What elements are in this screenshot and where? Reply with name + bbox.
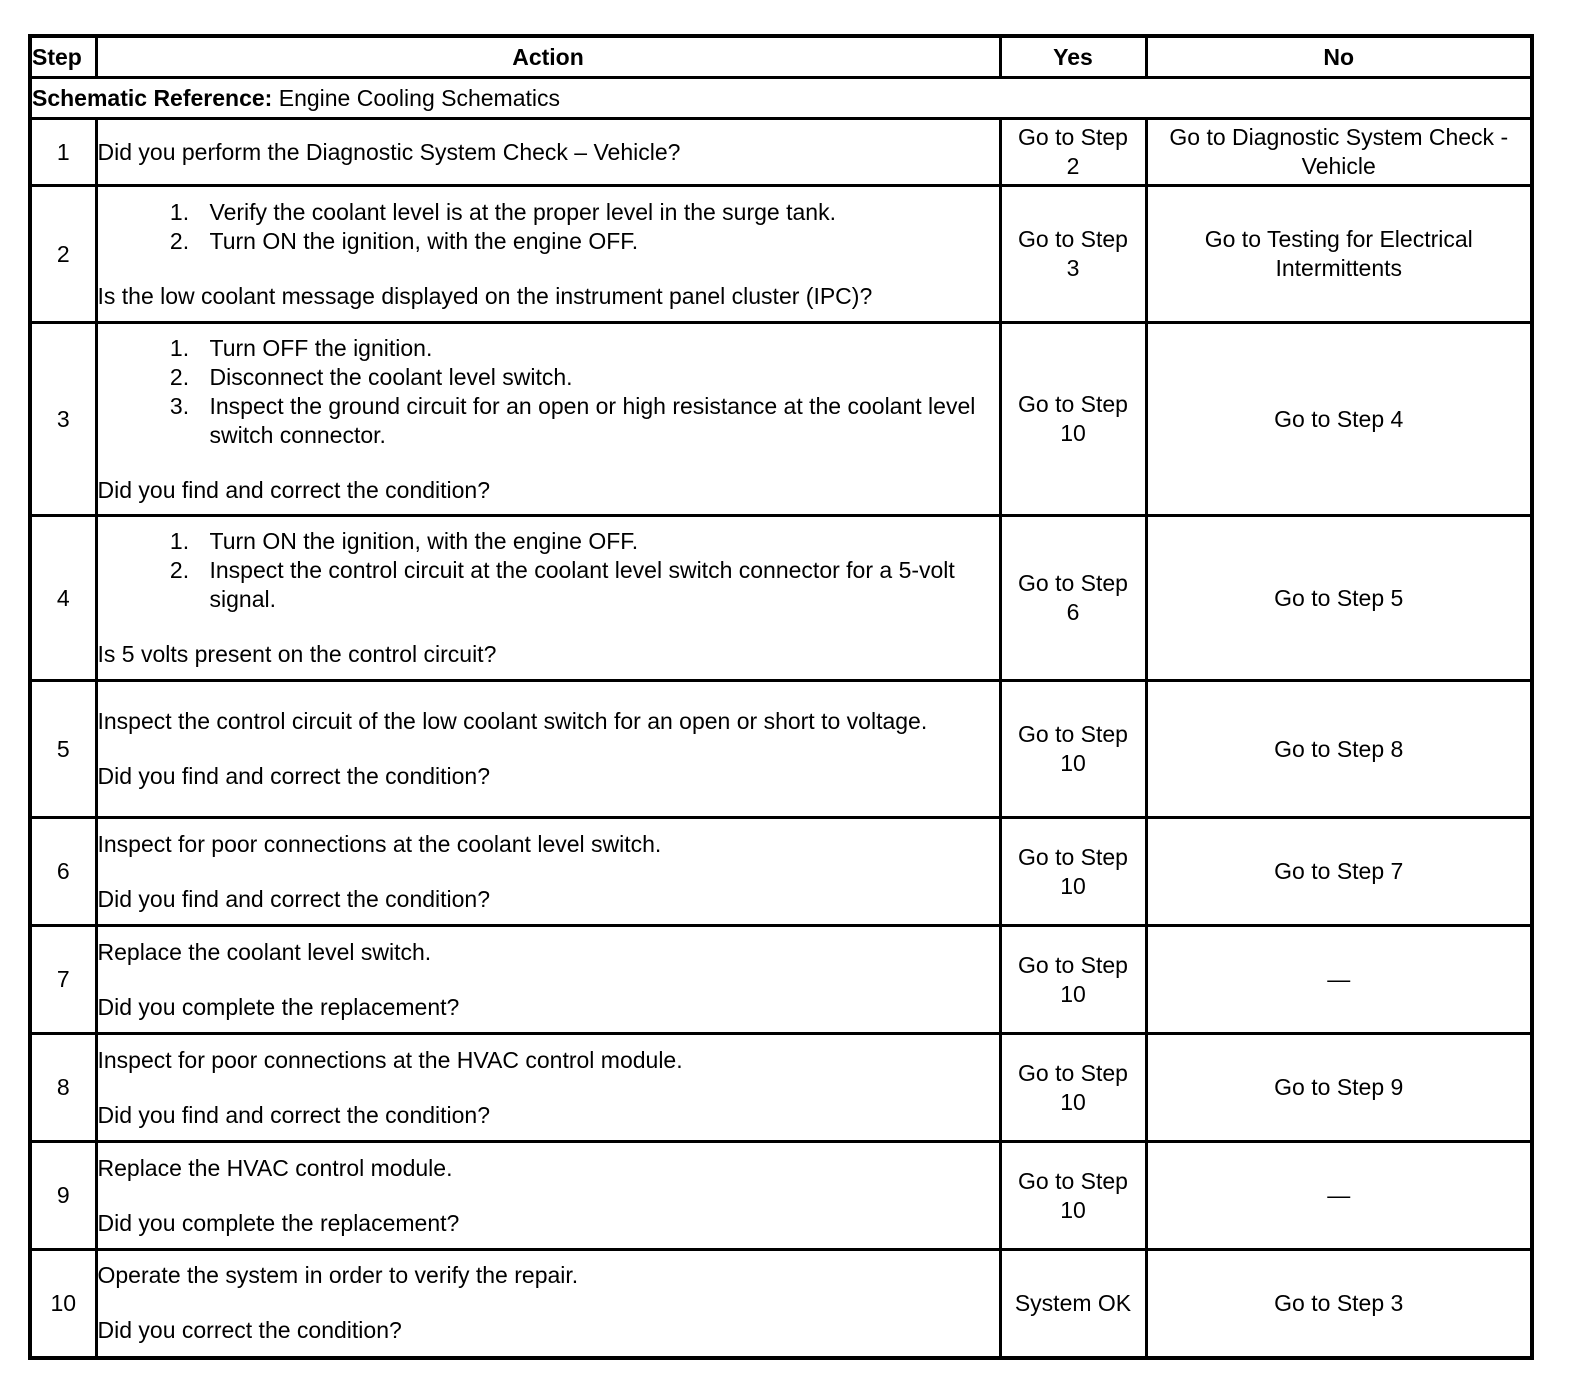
action-list-item: 2. Turn ON the ignition, with the engine OFF. <box>196 227 999 256</box>
question-text: Is the low coolant message displayed on the instrument panel cluster (IPC)? <box>97 282 873 309</box>
action-list <box>98 334 999 450</box>
action-cell <box>96 186 1000 323</box>
step-number: 10 <box>30 1250 96 1358</box>
header-yes: Yes <box>1000 36 1146 78</box>
table-row <box>30 119 1532 186</box>
no-cell: Go to Step 5 <box>1146 516 1532 681</box>
no-cell: Go to Step 7 <box>1146 818 1532 926</box>
table-row <box>30 186 1532 323</box>
yes-line-2: 10 <box>1060 872 1086 899</box>
schematic-label: Schematic Reference: <box>32 84 273 111</box>
yes-line-1: Go to Step <box>1018 843 1128 870</box>
yes-line-2: 10 <box>1060 980 1086 1007</box>
yes-line-1: Go to Step <box>1018 124 1128 150</box>
no-cell: Go to Step 3 <box>1146 1250 1532 1358</box>
yes-line-1: Go to Step <box>1018 951 1128 978</box>
yes-line-1: Go to Step <box>1018 721 1128 747</box>
yes-line-2: 10 <box>1060 750 1086 776</box>
action-list <box>98 527 999 614</box>
no-cell: Go to Step 4 <box>1146 323 1532 516</box>
action-cell <box>96 681 1000 818</box>
action-list-item: 1. Verify the coolant level is at the proper level in the surge tank. <box>196 198 999 227</box>
yes-line-1: System OK <box>1014 1289 1132 1316</box>
step-number: 9 <box>30 1142 96 1250</box>
step-number: 5 <box>30 681 96 818</box>
diagnostic-table <box>28 34 1534 1360</box>
yes-cell <box>1000 186 1146 323</box>
question-text: Did you correct the condition? <box>97 1317 402 1344</box>
schematic-value: Engine Cooling Schematics <box>278 84 561 111</box>
yes-cell <box>1000 926 1146 1034</box>
step-number: 7 <box>30 926 96 1034</box>
step-number: 6 <box>30 818 96 926</box>
yes-line-1: Go to Step <box>1018 1167 1128 1194</box>
action-text: Inspect the control circuit of the low coolant switch for an open or short to voltage. <box>97 708 928 734</box>
yes-line-2: 2 <box>1066 153 1080 179</box>
action-list <box>98 198 999 256</box>
action-text: Operate the system in order to verify the repair. <box>97 1262 579 1289</box>
yes-line-2: 10 <box>1060 420 1086 446</box>
yes-line-1: Go to Step <box>1018 391 1128 417</box>
table-row <box>30 818 1532 926</box>
question-text: Did you perform the Diagnostic System Check – Vehicle? <box>97 138 681 165</box>
step-number: 1 <box>30 119 96 186</box>
action-cell <box>96 1034 1000 1142</box>
action-text: Replace the HVAC control module. <box>97 1154 453 1181</box>
yes-cell <box>1000 681 1146 818</box>
yes-line-2: 10 <box>1060 1196 1086 1223</box>
action-list-item: 1. Turn OFF the ignition. <box>196 334 999 363</box>
action-list-item: 1. Turn ON the ignition, with the engine OFF. <box>196 527 999 556</box>
yes-line-2: 3 <box>1066 255 1080 281</box>
yes-cell <box>1000 516 1146 681</box>
table-row <box>30 1142 1532 1250</box>
no-cell: Go to Diagnostic System Check - Vehicle <box>1146 119 1532 186</box>
table-row <box>30 681 1532 818</box>
yes-line-1: Go to Step <box>1018 226 1128 252</box>
schematic-row <box>30 78 1532 119</box>
action-cell <box>96 818 1000 926</box>
yes-cell <box>1000 818 1146 926</box>
action-text: Replace the coolant level switch. <box>97 938 432 965</box>
no-cell: Go to Step 9 <box>1146 1034 1532 1142</box>
header-action: Action <box>96 36 1000 78</box>
question-text: Is 5 volts present on the control circuit? <box>97 641 497 667</box>
yes-cell <box>1000 1034 1146 1142</box>
step-number: 3 <box>30 323 96 516</box>
action-list-item: 2. Inspect the control circuit at the coolant level switch connector for a 5-volt signal. <box>196 556 999 614</box>
no-cell: — <box>1146 1142 1532 1250</box>
yes-cell <box>1000 119 1146 186</box>
table-row <box>30 323 1532 516</box>
no-cell: Go to Testing for Electrical Intermittents <box>1146 186 1532 323</box>
step-number: 8 <box>30 1034 96 1142</box>
no-cell: Go to Step 8 <box>1146 681 1532 818</box>
yes-cell <box>1000 1250 1146 1358</box>
yes-line-2: 6 <box>1066 599 1080 625</box>
header-row <box>30 36 1532 78</box>
question-text: Did you find and correct the condition? <box>97 763 491 789</box>
step-number: 2 <box>30 186 96 323</box>
action-cell <box>96 119 1000 186</box>
table-row <box>30 1250 1532 1358</box>
action-cell <box>96 1250 1000 1358</box>
table-row <box>30 1034 1532 1142</box>
action-cell <box>96 323 1000 516</box>
action-text: Inspect for poor connections at the coolant level switch. <box>97 830 662 857</box>
question-text: Did you complete the replacement? <box>97 1209 460 1236</box>
yes-line-1: Go to Step <box>1018 1059 1128 1086</box>
action-list-item: 2. Disconnect the coolant level switch. <box>196 363 999 392</box>
header-step: Step <box>30 36 96 78</box>
yes-cell <box>1000 1142 1146 1250</box>
question-text: Did you find and correct the condition? <box>97 885 491 912</box>
action-list-item: 3. Inspect the ground circuit for an open or high resistance at the coolant level switch connector. <box>196 392 999 450</box>
table-row <box>30 926 1532 1034</box>
yes-line-1: Go to Step <box>1018 570 1128 596</box>
action-cell <box>96 1142 1000 1250</box>
header-no: No <box>1146 36 1532 78</box>
no-cell: — <box>1146 926 1532 1034</box>
table-row <box>30 516 1532 681</box>
action-cell <box>96 516 1000 681</box>
yes-cell <box>1000 323 1146 516</box>
action-cell <box>96 926 1000 1034</box>
question-text: Did you find and correct the condition? <box>97 1101 491 1128</box>
yes-line-2: 10 <box>1060 1088 1086 1115</box>
action-text: Inspect for poor connections at the HVAC control module. <box>97 1046 683 1073</box>
step-number: 4 <box>30 516 96 681</box>
question-text: Did you find and correct the condition? <box>97 476 491 503</box>
question-text: Did you complete the replacement? <box>97 993 460 1020</box>
schematic-reference <box>30 78 1532 119</box>
